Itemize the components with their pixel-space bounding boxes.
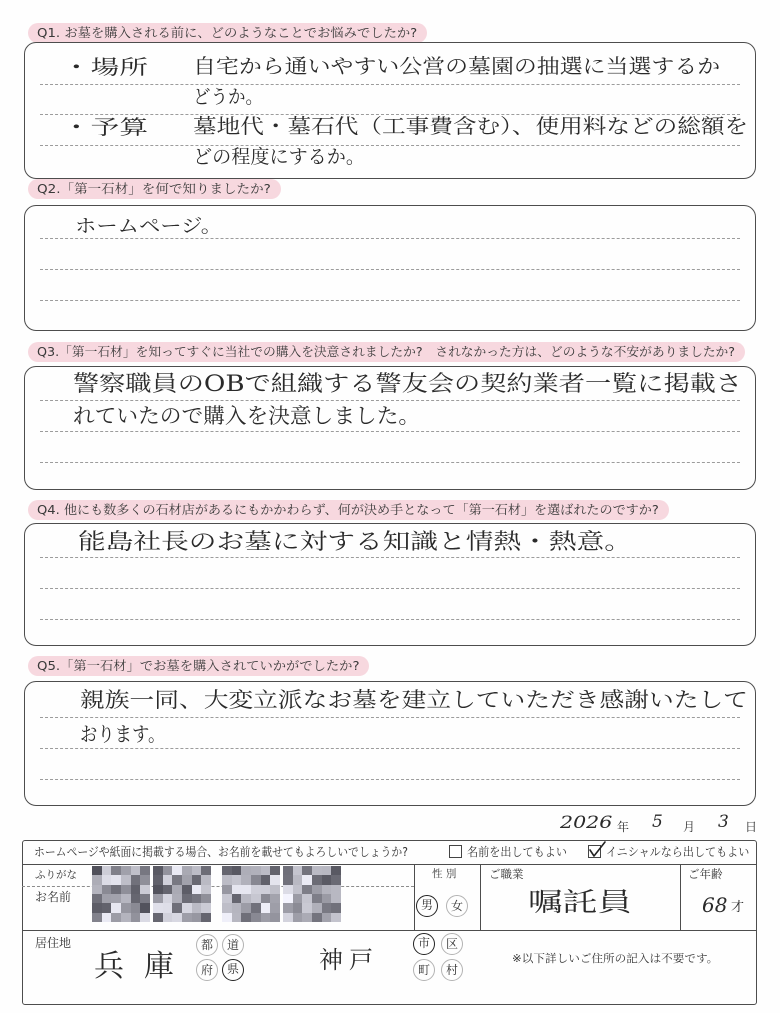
question-2-header xyxy=(28,179,281,199)
mosaic-cell xyxy=(241,894,251,903)
question-5-header xyxy=(28,656,369,676)
mosaic-cell xyxy=(232,885,242,894)
prefecture-type-to: 都 xyxy=(196,934,218,956)
name-mosaic xyxy=(92,866,150,922)
check-icon xyxy=(588,841,606,859)
name-mosaic xyxy=(222,866,280,922)
answer-rule-line xyxy=(40,84,740,85)
question-2-label: Q2.「第一石材」を何で知りましたか? xyxy=(37,181,271,196)
mosaic-cell xyxy=(261,894,271,903)
mosaic-cell xyxy=(131,903,141,912)
mosaic-cell xyxy=(331,866,341,875)
furigana-label: ふりがな xyxy=(35,869,77,881)
mosaic-cell xyxy=(270,866,280,875)
mosaic-cell xyxy=(131,894,141,903)
mosaic-cell xyxy=(201,875,211,884)
mosaic-cell xyxy=(270,885,280,894)
mosaic-cell xyxy=(232,875,242,884)
mosaic-cell xyxy=(283,866,293,875)
mosaic-cell xyxy=(293,913,303,922)
mosaic-cell xyxy=(163,875,173,884)
table-row-divider xyxy=(22,864,757,865)
table-row-divider xyxy=(22,930,757,931)
mosaic-cell xyxy=(182,894,192,903)
furigana-divider xyxy=(22,886,414,887)
gender-label: 性 別 xyxy=(432,868,457,880)
gender-female-option: 女 xyxy=(446,895,468,917)
age-label: ご年齢 xyxy=(688,867,723,881)
mosaic-cell xyxy=(312,894,322,903)
occupation-label: ご職業 xyxy=(489,867,524,881)
mosaic-cell xyxy=(172,913,182,922)
mosaic-cell xyxy=(121,913,131,922)
mosaic-cell xyxy=(140,866,150,875)
prefecture-type-fu: 府 xyxy=(196,959,218,981)
mosaic-cell xyxy=(251,903,261,912)
mosaic-cell xyxy=(121,885,131,894)
mosaic-cell xyxy=(293,903,303,912)
mosaic-cell xyxy=(331,894,341,903)
mosaic-cell xyxy=(102,903,112,912)
mosaic-cell xyxy=(111,866,121,875)
mosaic-cell xyxy=(192,894,202,903)
mosaic-cell xyxy=(312,885,322,894)
mosaic-cell xyxy=(283,913,293,922)
answer-text-line: ホームページ。 xyxy=(75,215,223,237)
mosaic-cell xyxy=(92,903,102,912)
mosaic-cell xyxy=(283,903,293,912)
prefecture-type-do: 道 xyxy=(222,934,244,956)
mosaic-cell xyxy=(261,913,271,922)
answer-rule-line xyxy=(40,748,740,749)
mosaic-cell xyxy=(251,913,261,922)
answer-text-line: 警察職員のOBで組織する警友会の契約業者一覧に掲載さ xyxy=(73,372,743,397)
question-5-label: Q5.「第一石材」でお墓を購入されていかがでしたか? xyxy=(37,658,360,673)
city-type-shi: 市 xyxy=(413,933,435,955)
answer-rule-line xyxy=(40,462,740,463)
age-value: 68 xyxy=(702,893,728,917)
mosaic-cell xyxy=(251,866,261,875)
mosaic-cell xyxy=(222,894,232,903)
answer-text-line: どの程度にするか。 xyxy=(193,146,366,168)
mosaic-cell xyxy=(111,885,121,894)
mosaic-cell xyxy=(163,913,173,922)
mosaic-cell xyxy=(131,913,141,922)
mosaic-cell xyxy=(222,875,232,884)
mosaic-cell xyxy=(293,866,303,875)
mosaic-cell xyxy=(102,875,112,884)
question-1-label: Q1. お墓を購入される前に、どのようなことでお悩みでしたか? xyxy=(37,25,418,40)
answer-rule-line xyxy=(40,619,740,620)
date-day: 3 xyxy=(718,812,729,832)
mosaic-cell xyxy=(302,885,312,894)
residence-city: 神戸 xyxy=(319,946,379,974)
name-mosaic xyxy=(153,866,211,922)
mosaic-cell xyxy=(153,875,163,884)
mosaic-cell xyxy=(241,875,251,884)
mosaic-cell xyxy=(222,866,232,875)
mosaic-cell xyxy=(153,894,163,903)
mosaic-cell xyxy=(261,885,271,894)
mosaic-cell xyxy=(322,903,332,912)
mosaic-cell xyxy=(322,885,332,894)
answer-rule-line xyxy=(40,238,740,239)
mosaic-cell xyxy=(270,875,280,884)
mosaic-cell xyxy=(283,875,293,884)
mosaic-cell xyxy=(241,885,251,894)
mosaic-cell xyxy=(251,875,261,884)
answer-rule-line xyxy=(40,145,740,146)
answer-bullet-location: ・場所 xyxy=(62,55,148,79)
mosaic-cell xyxy=(182,866,192,875)
answer-rule-line xyxy=(40,557,740,558)
mosaic-cell xyxy=(322,875,332,884)
table-column-divider xyxy=(414,864,415,930)
mosaic-cell xyxy=(153,903,163,912)
mosaic-cell xyxy=(322,894,332,903)
mosaic-cell xyxy=(131,875,141,884)
question-4-label: Q4. 他にも数多くの石材店があるにもかかわらず、何が決め手となって「第一石材」を選ばれたのですか? xyxy=(37,502,659,517)
mosaic-cell xyxy=(270,903,280,912)
mosaic-cell xyxy=(201,903,211,912)
mosaic-cell xyxy=(232,894,242,903)
question-1-header xyxy=(28,23,427,43)
mosaic-cell xyxy=(131,866,141,875)
mosaic-cell xyxy=(241,866,251,875)
mosaic-cell xyxy=(261,866,271,875)
mosaic-cell xyxy=(92,913,102,922)
mosaic-cell xyxy=(140,885,150,894)
mosaic-cell xyxy=(302,903,312,912)
answer-rule-line xyxy=(40,779,740,780)
mosaic-cell xyxy=(222,885,232,894)
question-4-header xyxy=(28,500,669,520)
answer-rule-line xyxy=(40,400,740,401)
residence-note: ※以下詳しいご住所の記入は不要です。 xyxy=(512,952,719,965)
answer-text-line: 親族一同、大変立派なお墓を建立していただき感謝いたして xyxy=(80,688,748,712)
date-year: 2026 xyxy=(560,813,613,833)
table-column-divider xyxy=(480,864,481,930)
answer-text-line: 自宅から通いやすい公営の墓園の抽選に当選するか xyxy=(193,54,721,78)
mosaic-cell xyxy=(111,903,121,912)
question-3-header xyxy=(28,342,745,362)
name-mosaic xyxy=(283,866,341,922)
mosaic-cell xyxy=(312,866,322,875)
consent-name-label: 名前を出してもよい xyxy=(467,845,568,859)
mosaic-cell xyxy=(312,913,322,922)
mosaic-cell xyxy=(92,866,102,875)
mosaic-cell xyxy=(322,913,332,922)
mosaic-cell xyxy=(163,903,173,912)
mosaic-cell xyxy=(153,913,163,922)
answer-text-line: れていたので購入を決意しました。 xyxy=(73,404,421,428)
mosaic-cell xyxy=(111,894,121,903)
mosaic-cell xyxy=(261,875,271,884)
mosaic-cell xyxy=(302,875,312,884)
mosaic-cell xyxy=(192,875,202,884)
city-type-mura: 村 xyxy=(441,959,463,981)
mosaic-cell xyxy=(92,885,102,894)
mosaic-cell xyxy=(140,875,150,884)
answer-text-line: 墓地代・墓石代（工事費含む）、使用料などの総額を xyxy=(193,114,749,138)
mosaic-cell xyxy=(222,903,232,912)
consent-question: ホームページや紙面に掲載する場合、お名前を載せてもよろしいでしょうか? xyxy=(34,845,408,859)
mosaic-cell xyxy=(121,903,131,912)
mosaic-cell xyxy=(270,894,280,903)
mosaic-cell xyxy=(192,866,202,875)
answer-rule-line xyxy=(40,588,740,589)
mosaic-cell xyxy=(182,903,192,912)
mosaic-cell xyxy=(140,913,150,922)
mosaic-cell xyxy=(331,913,341,922)
mosaic-cell xyxy=(293,885,303,894)
mosaic-cell xyxy=(111,913,121,922)
mosaic-cell xyxy=(182,885,192,894)
mosaic-cell xyxy=(302,866,312,875)
answer-bullet-budget: ・予算 xyxy=(62,115,148,139)
mosaic-cell xyxy=(121,894,131,903)
mosaic-cell xyxy=(121,866,131,875)
mosaic-cell xyxy=(192,903,202,912)
mosaic-cell xyxy=(111,875,121,884)
mosaic-cell xyxy=(163,866,173,875)
age-unit: 才 xyxy=(731,900,745,915)
mosaic-cell xyxy=(201,866,211,875)
mosaic-cell xyxy=(92,875,102,884)
question-3-label: Q3.「第一石材」を知ってすぐに当社での購入を決意されましたか? されなかった方は、どのような不安がありましたか? xyxy=(37,344,736,359)
gender-male-option: 男 xyxy=(416,895,438,917)
mosaic-cell xyxy=(201,913,211,922)
mosaic-cell xyxy=(102,885,112,894)
mosaic-cell xyxy=(232,903,242,912)
mosaic-cell xyxy=(283,894,293,903)
mosaic-cell xyxy=(163,885,173,894)
mosaic-cell xyxy=(172,866,182,875)
mosaic-cell xyxy=(121,875,131,884)
date-month-unit: 月 xyxy=(683,820,696,834)
mosaic-cell xyxy=(192,913,202,922)
mosaic-cell xyxy=(331,903,341,912)
mosaic-cell xyxy=(140,894,150,903)
prefecture-type-ken: 県 xyxy=(222,959,244,981)
date-day-unit: 日 xyxy=(745,820,758,834)
mosaic-cell xyxy=(222,913,232,922)
mosaic-cell xyxy=(232,913,242,922)
mosaic-cell xyxy=(241,913,251,922)
answer-rule-line xyxy=(40,717,740,718)
date-year-unit: 年 xyxy=(617,820,630,834)
residence-label: 居住地 xyxy=(35,936,72,950)
mosaic-cell xyxy=(163,894,173,903)
mosaic-cell xyxy=(172,894,182,903)
mosaic-cell xyxy=(293,894,303,903)
mosaic-cell xyxy=(251,894,261,903)
mosaic-cell xyxy=(172,885,182,894)
mosaic-cell xyxy=(92,894,102,903)
mosaic-cell xyxy=(153,885,163,894)
mosaic-cell xyxy=(232,866,242,875)
mosaic-cell xyxy=(331,885,341,894)
mosaic-cell xyxy=(140,903,150,912)
mosaic-cell xyxy=(293,875,303,884)
mosaic-cell xyxy=(182,913,192,922)
mosaic-cell xyxy=(270,913,280,922)
consent-initial-checkbox[interactable] xyxy=(588,845,601,858)
mosaic-cell xyxy=(302,913,312,922)
answer-rule-line xyxy=(40,269,740,270)
consent-name-checkbox[interactable] xyxy=(449,845,462,858)
city-type-ku: 区 xyxy=(441,933,463,955)
mosaic-cell xyxy=(102,894,112,903)
residence-prefecture: 兵庫 xyxy=(94,949,194,984)
mosaic-cell xyxy=(131,885,141,894)
mosaic-cell xyxy=(172,903,182,912)
city-type-machi: 町 xyxy=(413,959,435,981)
mosaic-cell xyxy=(153,866,163,875)
mosaic-cell xyxy=(312,903,322,912)
answer-text-line: 能島社長のお墓に対する知識と情熱・熱意。 xyxy=(78,530,632,555)
mosaic-cell xyxy=(283,885,293,894)
answer-text-line: おります。 xyxy=(80,722,166,746)
mosaic-cell xyxy=(302,894,312,903)
answer-rule-line xyxy=(40,300,740,301)
mosaic-cell xyxy=(322,866,332,875)
consent-initial-label: イニシャルなら出してもよい xyxy=(606,845,750,859)
mosaic-cell xyxy=(201,885,211,894)
mosaic-cell xyxy=(102,913,112,922)
occupation-value: 嘱託員 xyxy=(528,888,632,918)
mosaic-cell xyxy=(241,903,251,912)
answer-text-line: どうか。 xyxy=(193,86,264,108)
mosaic-cell xyxy=(261,903,271,912)
mosaic-cell xyxy=(192,885,202,894)
name-label: お名前 xyxy=(35,890,72,904)
mosaic-cell xyxy=(312,875,322,884)
mosaic-cell xyxy=(331,875,341,884)
answer-rule-line xyxy=(40,431,740,432)
table-column-divider xyxy=(680,864,681,930)
mosaic-cell xyxy=(172,875,182,884)
mosaic-cell xyxy=(102,866,112,875)
mosaic-cell xyxy=(251,885,261,894)
date-month: 5 xyxy=(652,812,663,832)
mosaic-cell xyxy=(201,894,211,903)
mosaic-cell xyxy=(182,875,192,884)
